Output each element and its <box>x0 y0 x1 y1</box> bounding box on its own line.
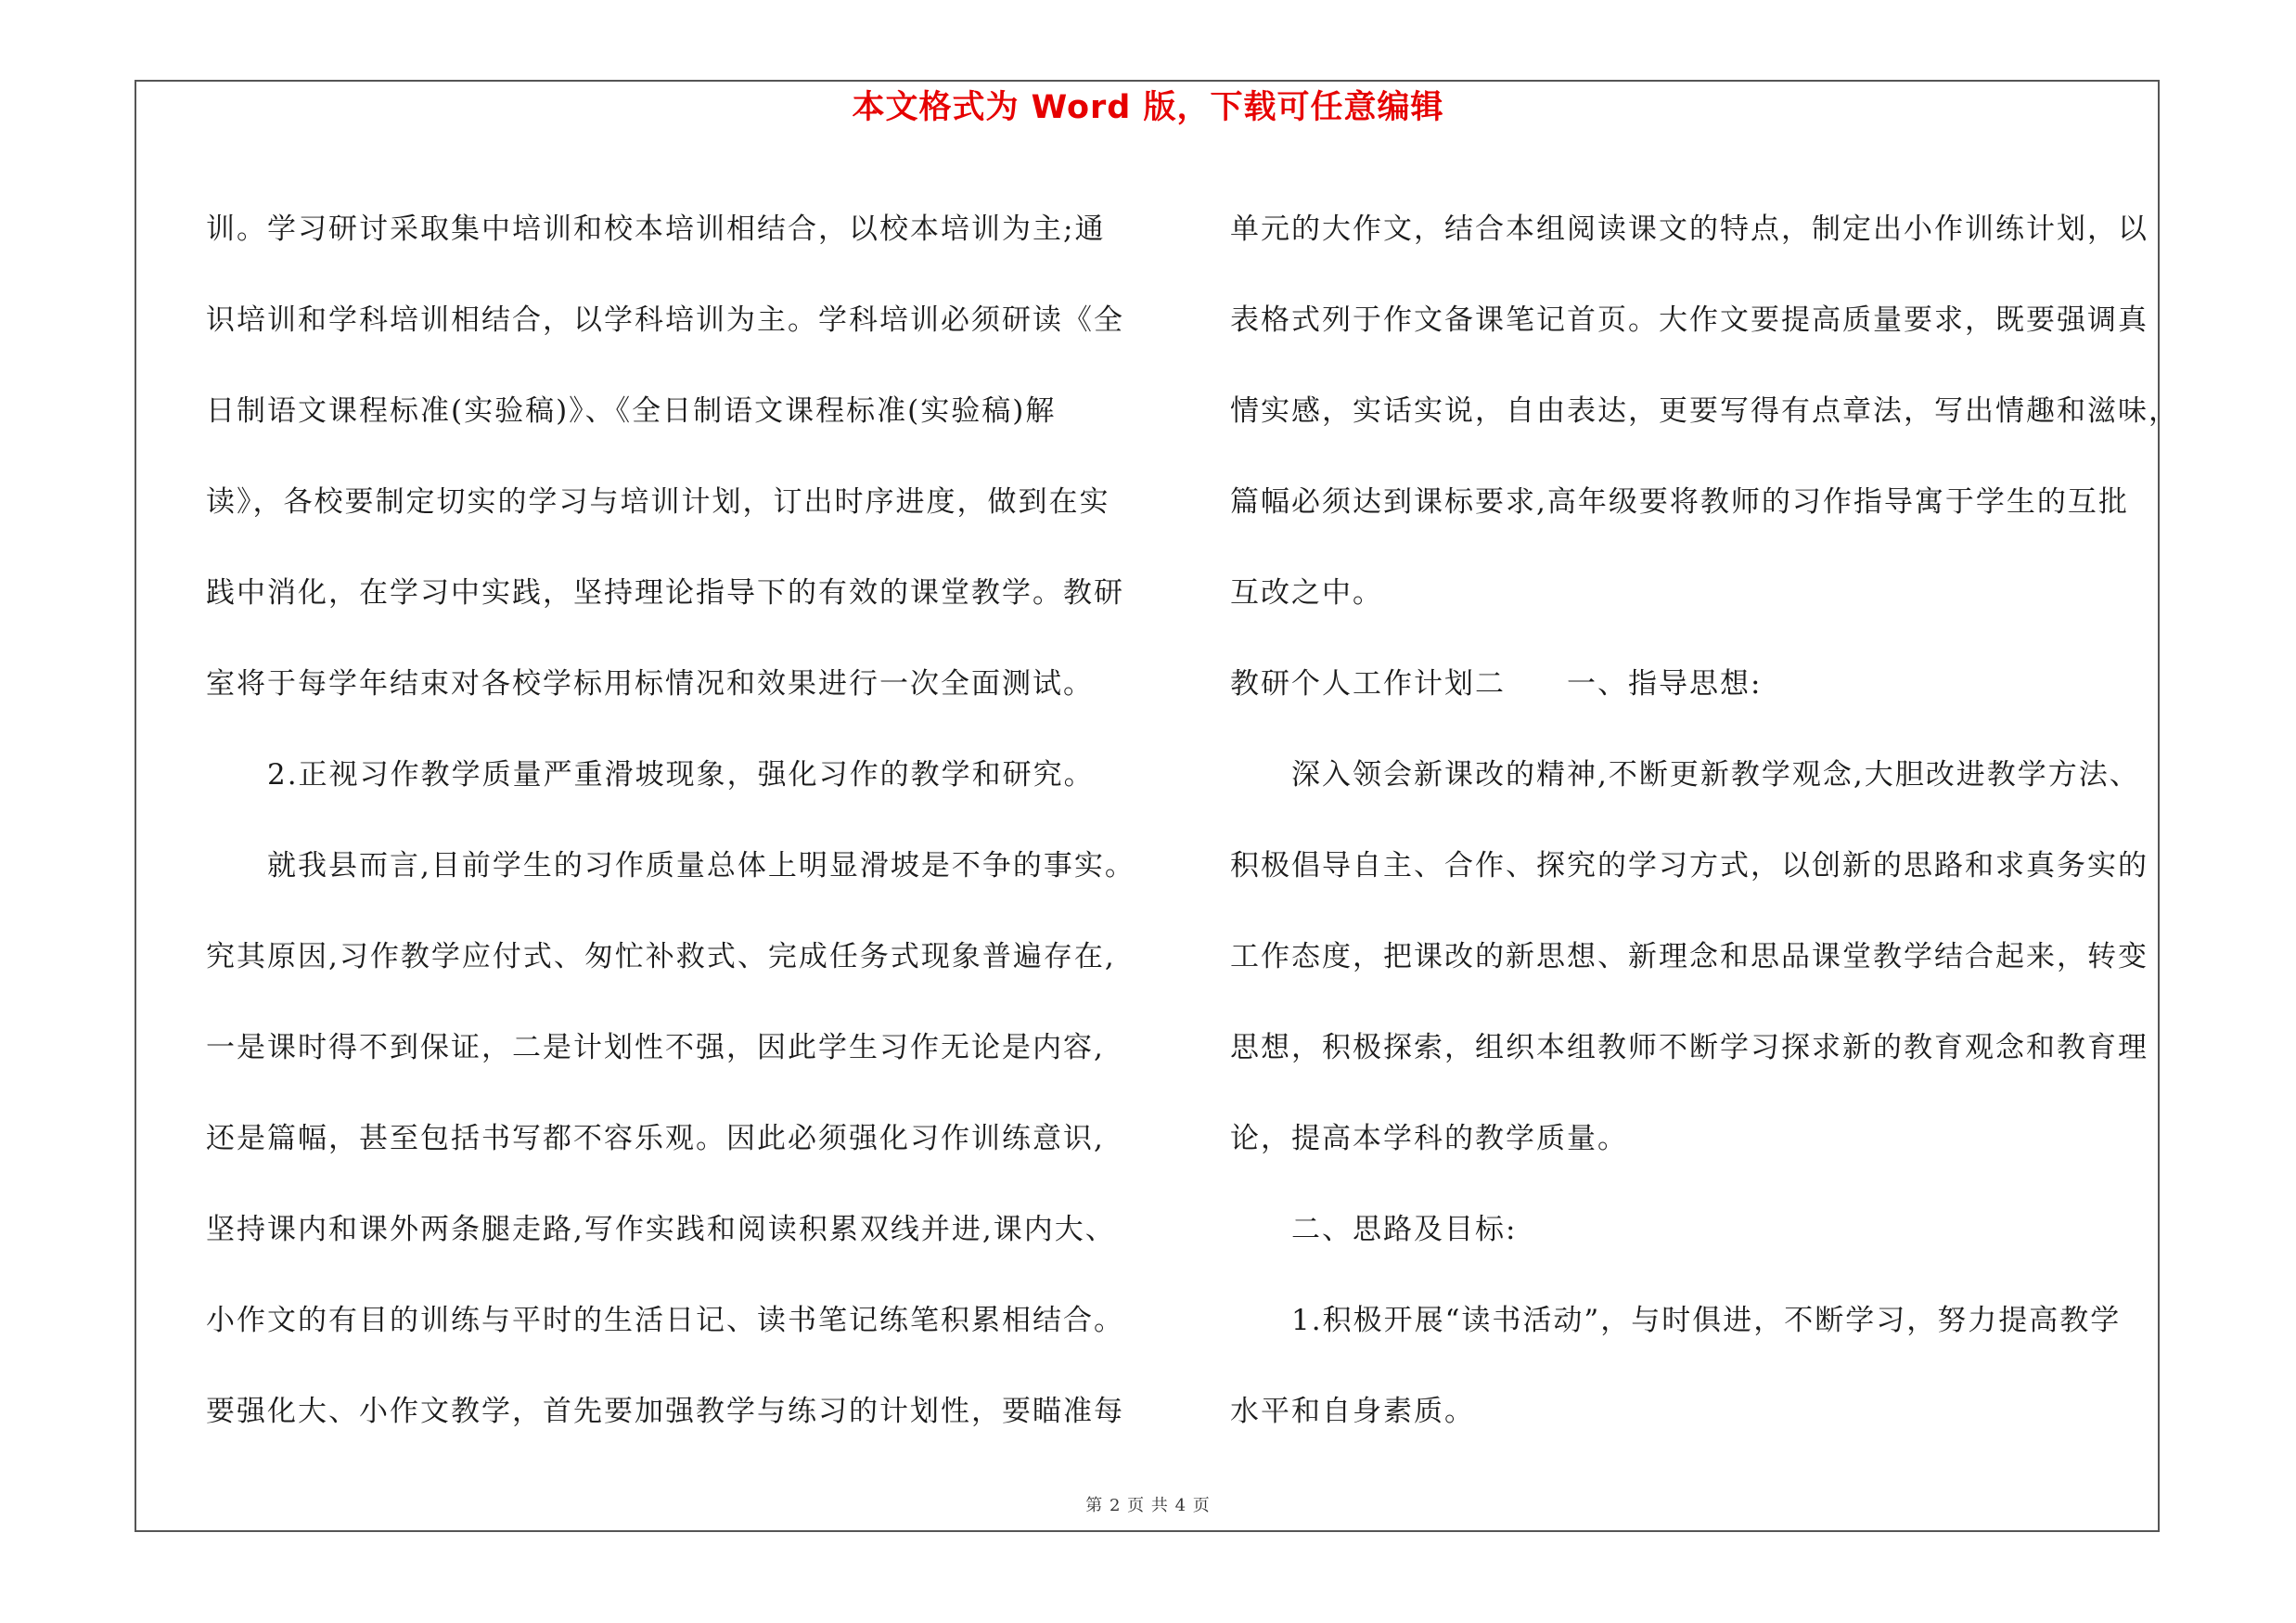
text-line: 1.积极开展“读书活动”，与时俱进，不断学习，努力提高教学 <box>1230 1304 2122 1337</box>
section-heading: 二、思路及目标: <box>1230 1213 1518 1246</box>
text-line: 究其原因,习作教学应付式、匆忙补救式、完成任务式现象普遍存在, <box>206 940 1116 973</box>
text-line: 一是课时得不到保证，二是计划性不强，因此学生习作无论是内容, <box>206 1031 1105 1064</box>
text-line: 坚持课内和课外两条腿走路,写作实践和阅读积累双线并进,课内大、 <box>206 1213 1116 1246</box>
text-line: 论，提高本学科的教学质量。 <box>1230 1122 1628 1155</box>
text-line: 表格式列于作文备课笔记首页。大作文要提高质量要求，既要强调真 <box>1230 303 2148 337</box>
text-line: 积极倡导自主、合作、探究的学习方式，以创新的思路和求真务实的 <box>1230 849 2148 882</box>
text-line: 单元的大作文，结合本组阅读课文的特点，制定出小作训练计划，以 <box>1230 213 2148 246</box>
text-line: 水平和自身素质。 <box>1230 1395 1475 1428</box>
left-text-column <box>206 184 1143 1457</box>
text-line: 践中消化，在学习中实践，坚持理论指导下的有效的课堂教学。教研 <box>206 576 1124 610</box>
text-line: 读》，各校要制定切实的学习与培训计划，订出时序进度，做到在实 <box>206 485 1110 519</box>
text-line: 要强化大、小作文教学，首先要加强教学与练习的计划性，要瞄准每 <box>206 1395 1124 1428</box>
right-text-column <box>1230 184 2179 1457</box>
text-line: 深入领会新课改的精神,不断更新教学观念,大胆改进教学方法、 <box>1230 758 2140 792</box>
text-line: 识培训和学科培训相结合，以学科培训为主。学科培训必须研读《全 <box>206 303 1124 337</box>
text-line: 室将于每学年结束对各校学标用标情况和效果进行一次全面测试。 <box>206 667 1094 701</box>
text-line: 工作态度，把课改的新思想、新理念和思品课堂教学结合起来，转变 <box>1230 940 2148 973</box>
text-line: 就我县而言,目前学生的习作质量总体上明显滑坡是不争的事实。 <box>206 849 1135 882</box>
text-line: 2.正视习作教学质量严重滑坡现象，强化习作的教学和研究。 <box>206 758 1095 792</box>
text-line: 训。学习研讨采取集中培训和校本培训相结合，以校本培训为主;通 <box>206 213 1106 246</box>
format-banner: 本文格式为 Word 版，下载可任意编辑 <box>852 89 1444 126</box>
text-line: 思想，积极探索，组织本组教师不断学习探求新的教育观念和教育理 <box>1230 1031 2148 1064</box>
section-heading: 教研个人工作计划二 一、指导思想: <box>1230 667 1763 701</box>
text-line: 互改之中。 <box>1230 576 1383 610</box>
text-line: 情实感，实话实说，自由表达，更要写得有点章法，写出情趣和滋味， <box>1230 394 2179 428</box>
text-line: 篇幅必须达到课标要求,高年级要将教师的习作指导寓于学生的互批 <box>1230 485 2129 519</box>
text-line: 还是篇幅，甚至包括书写都不容乐观。因此必须强化习作训练意识, <box>206 1122 1105 1155</box>
text-line: 日制语文课程标准(实验稿)》、《全日制语文课程标准(实验稿)解 <box>206 394 1057 428</box>
page-number-footer: 第 2 页 共 4 页 <box>1085 1496 1211 1515</box>
text-line: 小作文的有目的训练与平时的生活日记、读书笔记练笔积累相结合。 <box>206 1304 1124 1337</box>
